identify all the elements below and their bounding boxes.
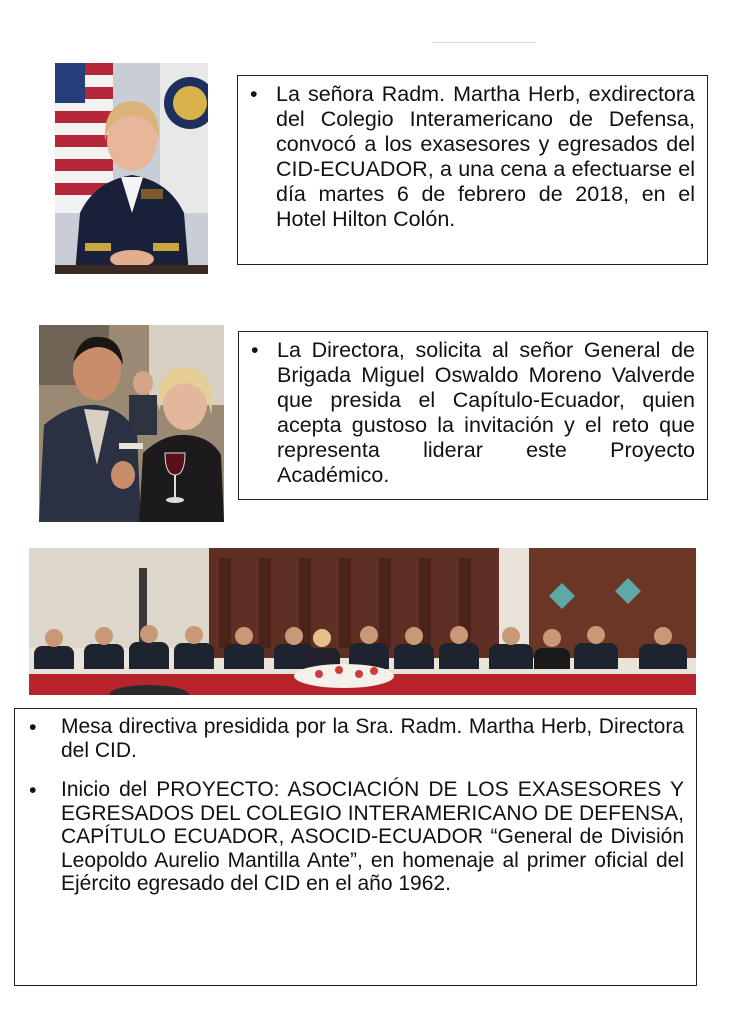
bullet-paragraph <box>27 778 684 896</box>
bullet-paragraph <box>27 715 684 762</box>
portrait-photo <box>55 63 208 274</box>
bullet-paragraph <box>251 338 695 488</box>
bullet-mark: • <box>29 715 37 739</box>
director-text-box <box>238 331 708 500</box>
director-paragraph: La Directora, solicita al señor General de Brigada Miguel Oswaldo Moreno Valverde que presida el Capítulo-Ecuador, quien acepta gustoso la invitación y el reto que representa liderar este Proyecto Académico. <box>277 338 695 487</box>
project-text-box <box>14 708 697 986</box>
bullet-paragraph <box>250 82 695 232</box>
person-icon <box>55 63 208 274</box>
group-icon <box>29 548 696 695</box>
project-paragraph: Inicio del PROYECTO: ASOCIACIÓN DE LOS EXASESORES Y EGRESADOS DEL COLEGIO INTERAMERICANO DE DEFENSA, CAPÍTULO ECUADOR, ASOCID-ECUADOR “General de División Leopoldo Aurelio Mantilla Ante”, en homenaje al primer oficial del Ejército egresado del CID en el año 1962. <box>61 778 684 895</box>
bullet-mark: • <box>251 338 259 362</box>
bullet-mark: • <box>250 82 258 106</box>
bullet-mark: • <box>29 778 37 802</box>
toast-photo <box>39 325 224 522</box>
invitation-paragraph: La señora Radm. Martha Herb, exdirectora del Colegio Interamericano de Defensa, convocó a los exasesores y egresados del CID-ECUADOR, a una cena a efectuarse el día martes 6 de febrero de 2018, en el Hotel Hilton Colón. <box>276 82 695 231</box>
people-icon <box>39 325 224 522</box>
intro-text-box <box>237 75 708 265</box>
head-table-photo <box>29 548 696 695</box>
top-divider <box>432 42 536 43</box>
head-table-paragraph: Mesa directiva presidida por la Sra. Radm. Martha Herb, Directora del CID. <box>61 715 684 762</box>
